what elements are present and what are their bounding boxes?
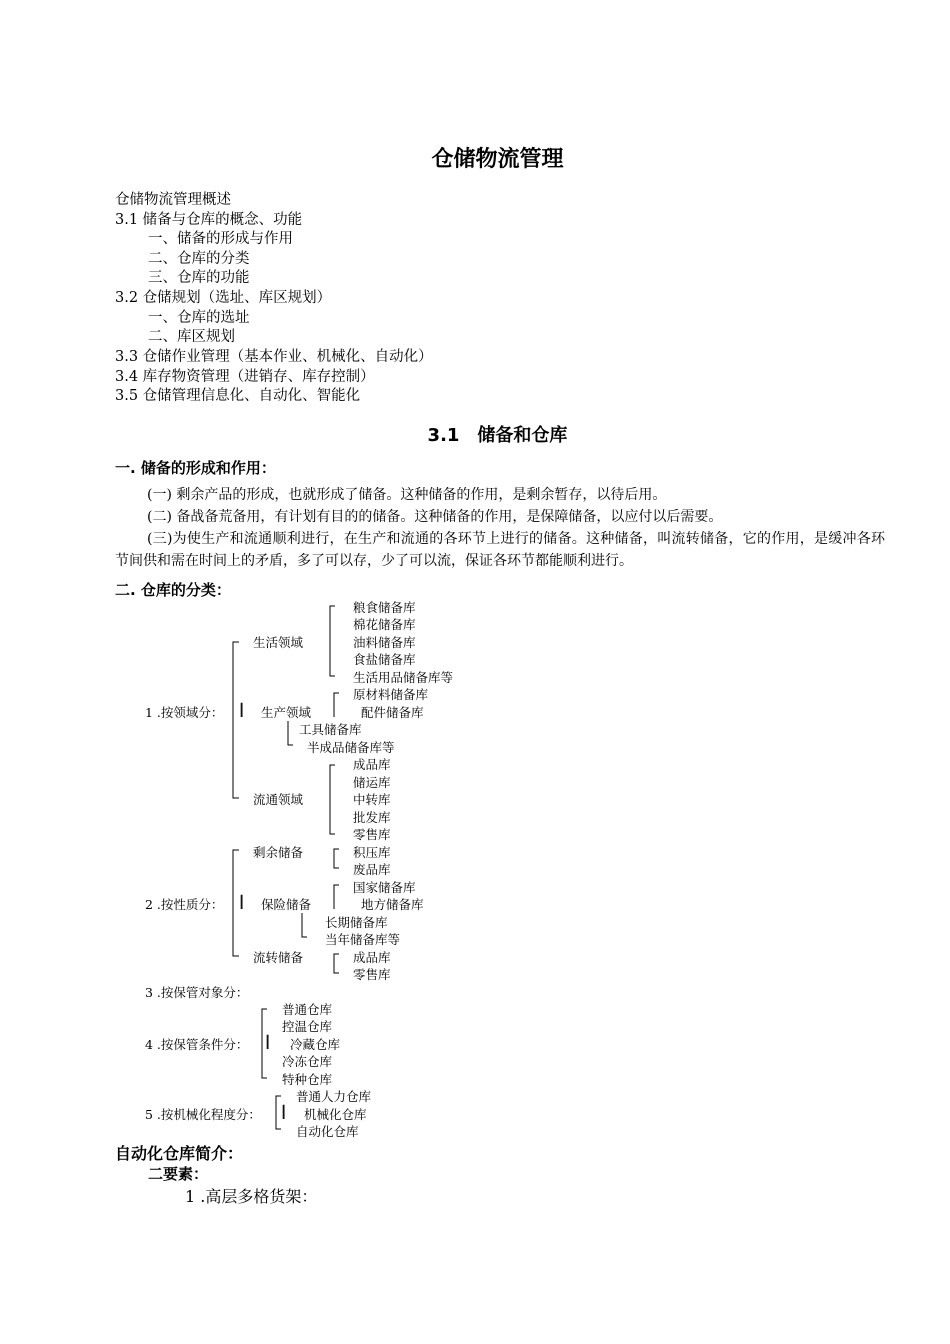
bracket-line — [330, 882, 342, 912]
page-title: 仓储物流管理 — [431, 147, 564, 172]
bracket-line — [230, 848, 242, 958]
tree-item: 零售库 — [353, 967, 391, 982]
toc-item: 一、仓库的选址 — [148, 310, 250, 326]
tree-item: 批发库 — [353, 810, 391, 825]
tree-label: 2 .按性质分： — [145, 897, 224, 912]
section-heading: 一. 储备的形成和作用： — [115, 459, 276, 477]
bracket: ┃ — [238, 895, 246, 909]
tree-item: 成品库 — [353, 950, 391, 965]
tree-label: 生产领域 — [261, 705, 312, 720]
tree-label: 1 .按领域分： — [145, 705, 224, 720]
tree-item: 普通人力仓库 — [296, 1089, 372, 1104]
paragraph: (一) 剩余产品的形成，也就形成了储备。这种储备的作用，是剩余暂存，以待后用。 — [147, 487, 667, 503]
tree-item: 普通仓库 — [282, 1002, 333, 1017]
tree-item: 原材料储备库 — [353, 687, 429, 702]
toc-item: 3.1 储备与仓库的概念、功能 — [115, 212, 303, 228]
bracket-line — [230, 640, 242, 800]
list-item: 1 .高层多格货架： — [185, 1187, 318, 1206]
tree-item: 控温仓库 — [282, 1019, 333, 1034]
toc-item: 3.4 库存物资管理（进销存、库存控制） — [115, 369, 375, 385]
tree-label: 5 .按机械化程度分： — [145, 1107, 261, 1122]
tree-item: 棉花储备库 — [353, 617, 416, 632]
tree-item: 废品库 — [353, 862, 391, 877]
tree-item: 成品库 — [353, 757, 391, 772]
section-heading: 自动化仓库简介： — [115, 1144, 244, 1163]
toc-item: 3.3 仓储作业管理（基本作业、机械化、自动化） — [115, 349, 433, 365]
paragraph: (三)为使生产和流通顺利进行，在生产和流通的各环节上进行的储备。这种储备，叫流转储备，它的作用，是缓冲各环节间供和需在时间上的矛盾，多了可以存，少了可以流，保证各环节都能顺利进行。 — [115, 531, 885, 569]
tree-item: 国家储备库 — [353, 880, 416, 895]
tree-label: 生活领域 — [253, 635, 304, 650]
bracket-line — [272, 1093, 284, 1133]
tree-item: 机械化仓库 — [304, 1107, 367, 1122]
bracket-line — [326, 604, 338, 680]
tree-label: 4 .按保管条件分： — [145, 1037, 249, 1052]
tree-item: 工具储备库 — [299, 722, 362, 737]
bracket-line — [326, 762, 338, 838]
bracket-line — [298, 911, 310, 941]
bracket-line — [258, 1006, 270, 1082]
tree-item: 配件储备库 — [361, 705, 424, 720]
section-heading: 二. 仓库的分类： — [115, 581, 231, 599]
toc-item: 三、仓库的功能 — [148, 270, 250, 286]
sub-heading: 二要素： — [148, 1165, 209, 1183]
paragraph: (二) 备战备荒备用，有计划有目的的储备。这种储备的作用，是保障储备，以应付以后需要。 — [147, 509, 723, 525]
bracket-line — [330, 690, 342, 720]
tree-label: 剩余储备 — [253, 845, 304, 860]
bracket-line — [330, 951, 342, 977]
toc-item: 3.5 仓储管理信息化、自动化、智能化 — [115, 388, 361, 404]
tree-item: 冷藏仓库 — [290, 1037, 341, 1052]
toc-item: 二、库区规划 — [148, 329, 235, 345]
tree-label: 流通领域 — [253, 792, 304, 807]
bracket: ┃ — [264, 1035, 272, 1049]
tree-item: 自动化仓库 — [296, 1124, 359, 1139]
tree-item: 储运库 — [353, 775, 391, 790]
tree-item: 半成品储备库等 — [307, 740, 395, 755]
tree-item: 生活用品储备库等 — [353, 670, 454, 685]
tree-item: 零售库 — [353, 827, 391, 842]
bracket: ┃ — [238, 703, 246, 717]
bracket: ┃ — [280, 1105, 288, 1119]
tree-item: 长期储备库 — [325, 915, 388, 930]
toc-item: 仓储物流管理概述 — [115, 192, 231, 208]
toc-item: 二、仓库的分类 — [148, 251, 250, 267]
tree-item: 中转库 — [353, 792, 391, 807]
tree-label: 3 .按保管对象分： — [145, 985, 249, 1000]
tree-item: 当年储备库等 — [325, 932, 401, 947]
tree-label: 保险储备 — [261, 897, 312, 912]
bracket-line — [330, 846, 342, 872]
toc-item: 3.2 仓储规划（选址、库区规划） — [115, 290, 332, 306]
section-title: 3.1 储备和仓库 — [427, 425, 568, 446]
tree-item: 特种仓库 — [282, 1072, 333, 1087]
tree-item: 积压库 — [353, 845, 391, 860]
tree-item: 地方储备库 — [361, 897, 424, 912]
tree-item: 油料储备库 — [353, 635, 416, 650]
tree-label: 流转储备 — [253, 950, 304, 965]
tree-item: 粮食储备库 — [353, 600, 416, 615]
bracket-line — [284, 719, 296, 749]
body-paragraphs — [115, 484, 885, 572]
tree-item: 冷冻仓库 — [282, 1054, 333, 1069]
toc-item: 一、储备的形成与作用 — [148, 231, 293, 247]
tree-item: 食盐储备库 — [353, 652, 416, 667]
